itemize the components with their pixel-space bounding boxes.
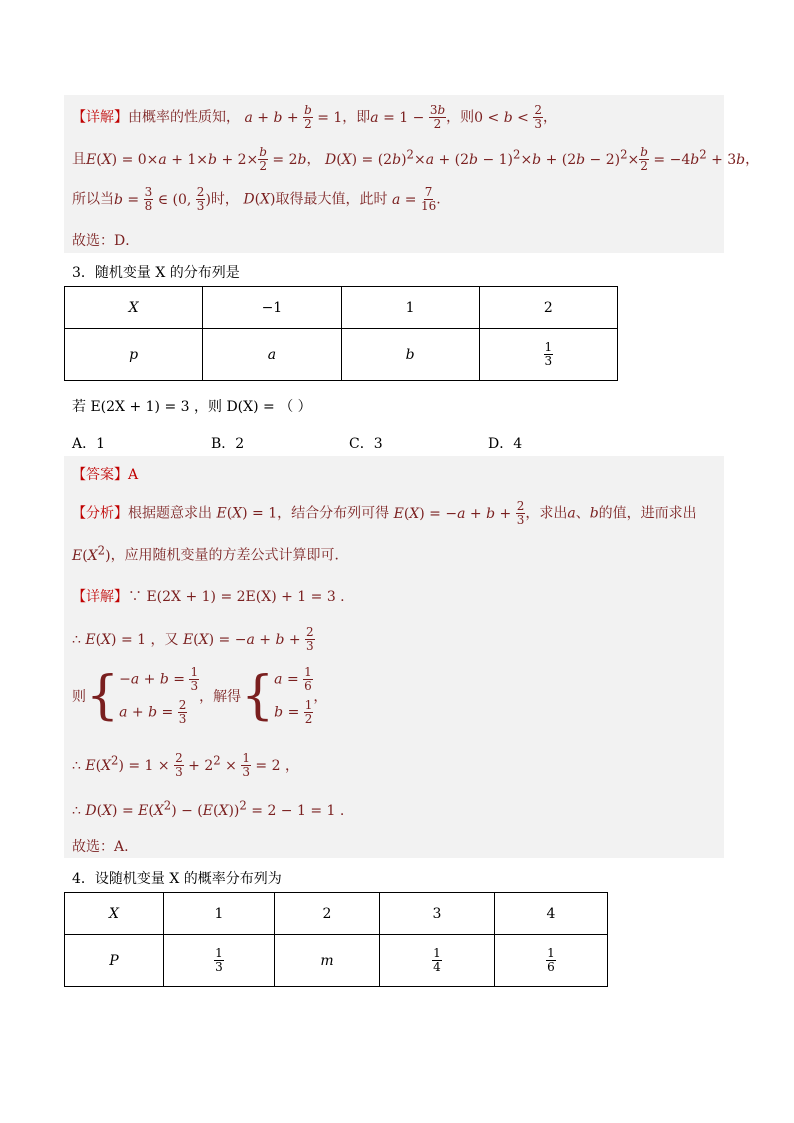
formula: ∴ $D(X) = E(X^2) - (E(X))^2 = 2 - 1 = 1$ .	[72, 798, 345, 819]
table-cell: $\frac{1}{4}$	[380, 935, 495, 987]
option-b[interactable]: B．2	[211, 436, 245, 452]
table-cell: X	[65, 287, 203, 329]
analysis-line-2: $E(X^2)$，应用随机变量的方差公式计算即可．	[72, 543, 349, 564]
formula: $D(X) = (2b)^2\times a + (2b - 1)^2\times b + (2b - 2)^2\times$ $\frac{b}{2}$ = $-4b^2 + 3b$	[324, 145, 746, 173]
table-cell: m	[275, 935, 380, 987]
table-cell: 1	[164, 893, 275, 935]
table-cell: $\frac{1}{6}$	[495, 935, 608, 987]
choice-line: 故选：D．	[72, 233, 140, 249]
explanation-line-2: 且E(X) = 0×a + 1×b + 2× $\frac{b}{2}$ = 2b， $D(X) = (2b)^2\times a + (2b - 1)^2\times b + (2b - 2)^2\times$ $\frac{b}{2}$ = $-4b^2 + 3b$，	[72, 145, 760, 173]
table-cell: 1	[341, 287, 479, 329]
option-a[interactable]: A．1	[72, 436, 106, 452]
formula: 0 < b < $\frac{2}{3}$	[474, 103, 542, 131]
formula: $E(X^2)$	[72, 543, 111, 564]
option-d[interactable]: D．4	[488, 436, 523, 452]
table-cell: 2	[479, 287, 617, 329]
equation-system: { −a + b = $\frac{1}{3}$ a + b = $\frac{2}{3}$	[86, 665, 199, 726]
formula: E(X) = −a + b + $\frac{2}{3}$	[393, 499, 525, 527]
formula: b = $\frac{3}{8}$ ∈ (0, $\frac{2}{3}$ )	[114, 185, 211, 213]
equation-system: { a = $\frac{1}{6}$ b = $\frac{1}{2}$	[241, 665, 313, 726]
question-3-prompt: 若 E(2X + 1) = 3 ，则 D(X) = （ ）	[72, 399, 312, 415]
question-3-title: 3．随机变量 X 的分布列是	[72, 265, 240, 281]
explanation-line-1: 【详解】由概率的性质知， a + b + $\frac{b}{2}$ = 1，即a = 1 − $\frac{3b}{2}$ ，则0 < b < $\frac{2}{3}$ ，	[72, 103, 557, 131]
detail-line-2	[72, 626, 315, 653]
detail-line-6: 故选：A.	[72, 839, 129, 855]
explanation-line-3: 所以当b = $\frac{3}{8}$ ∈ (0, $\frac{2}{3}$ )时， D(X)取得最大值，此时 a = $\frac{7}{16}$ .	[72, 185, 441, 213]
table-cell: b	[341, 329, 479, 381]
formula: E(X) = 0×a + 1×b + 2× $\frac{b}{2}$ = 2b	[86, 145, 307, 173]
analysis-line-1: 【分析】根据题意求出 E(X) = 1，结合分布列可得 E(X) = −a + b + $\frac{2}{3}$ ，求出a、b的值，进而求出	[72, 499, 697, 527]
table-cell: $\frac{1}{3}$	[479, 329, 617, 381]
table-cell: P	[65, 935, 164, 987]
question-3-table	[64, 286, 618, 381]
table-cell: 2	[275, 893, 380, 935]
table-cell: p	[65, 329, 203, 381]
question-4-title: 4．设随机变量 X 的概率分布列为	[72, 871, 282, 887]
question-4-table	[64, 892, 608, 987]
formula: a + b + $\frac{b}{2}$ = 1	[244, 103, 343, 131]
option-c[interactable]: C．3	[349, 436, 383, 452]
table-cell: $\frac{1}{3}$	[164, 935, 275, 987]
detail-tag: 【详解】	[72, 109, 128, 126]
formula: a = $\frac{7}{16}$	[391, 185, 437, 213]
table-cell: −1	[203, 287, 341, 329]
formula: ∴ $E(X^2) = 1$ × $\frac{2}{3}$ + $2^2$ × $\frac{1}{3}$ = 2 ，	[72, 751, 299, 779]
formula: D(X)	[243, 191, 276, 208]
detail-line-3: 则 { −a + b = $\frac{1}{3}$ a + b = $\frac{2}{3}$ ，解得 { a = $\frac{1}{6}$ b = $\frac{1}{2}$ ，	[72, 665, 328, 726]
formula: a = 1 − $\frac{3b}{2}$	[370, 103, 446, 131]
detail-line-4	[72, 752, 299, 779]
answer-line: 【答案】A	[72, 467, 139, 483]
formula: ∴ E(X) = 1 ，又 E(X) = −a + b + $\frac{2}{3}$	[72, 625, 314, 653]
formula: E(X) = 1	[216, 505, 278, 522]
table-cell: a	[203, 329, 341, 381]
table-cell: X	[65, 893, 164, 935]
detail-line-1: 【详解】∵ E(2X + 1) = 2E(X) + 1 = 3 .	[72, 589, 345, 605]
detail-line-5	[72, 798, 344, 819]
table-cell: 4	[495, 893, 608, 935]
table-cell: 3	[380, 893, 495, 935]
